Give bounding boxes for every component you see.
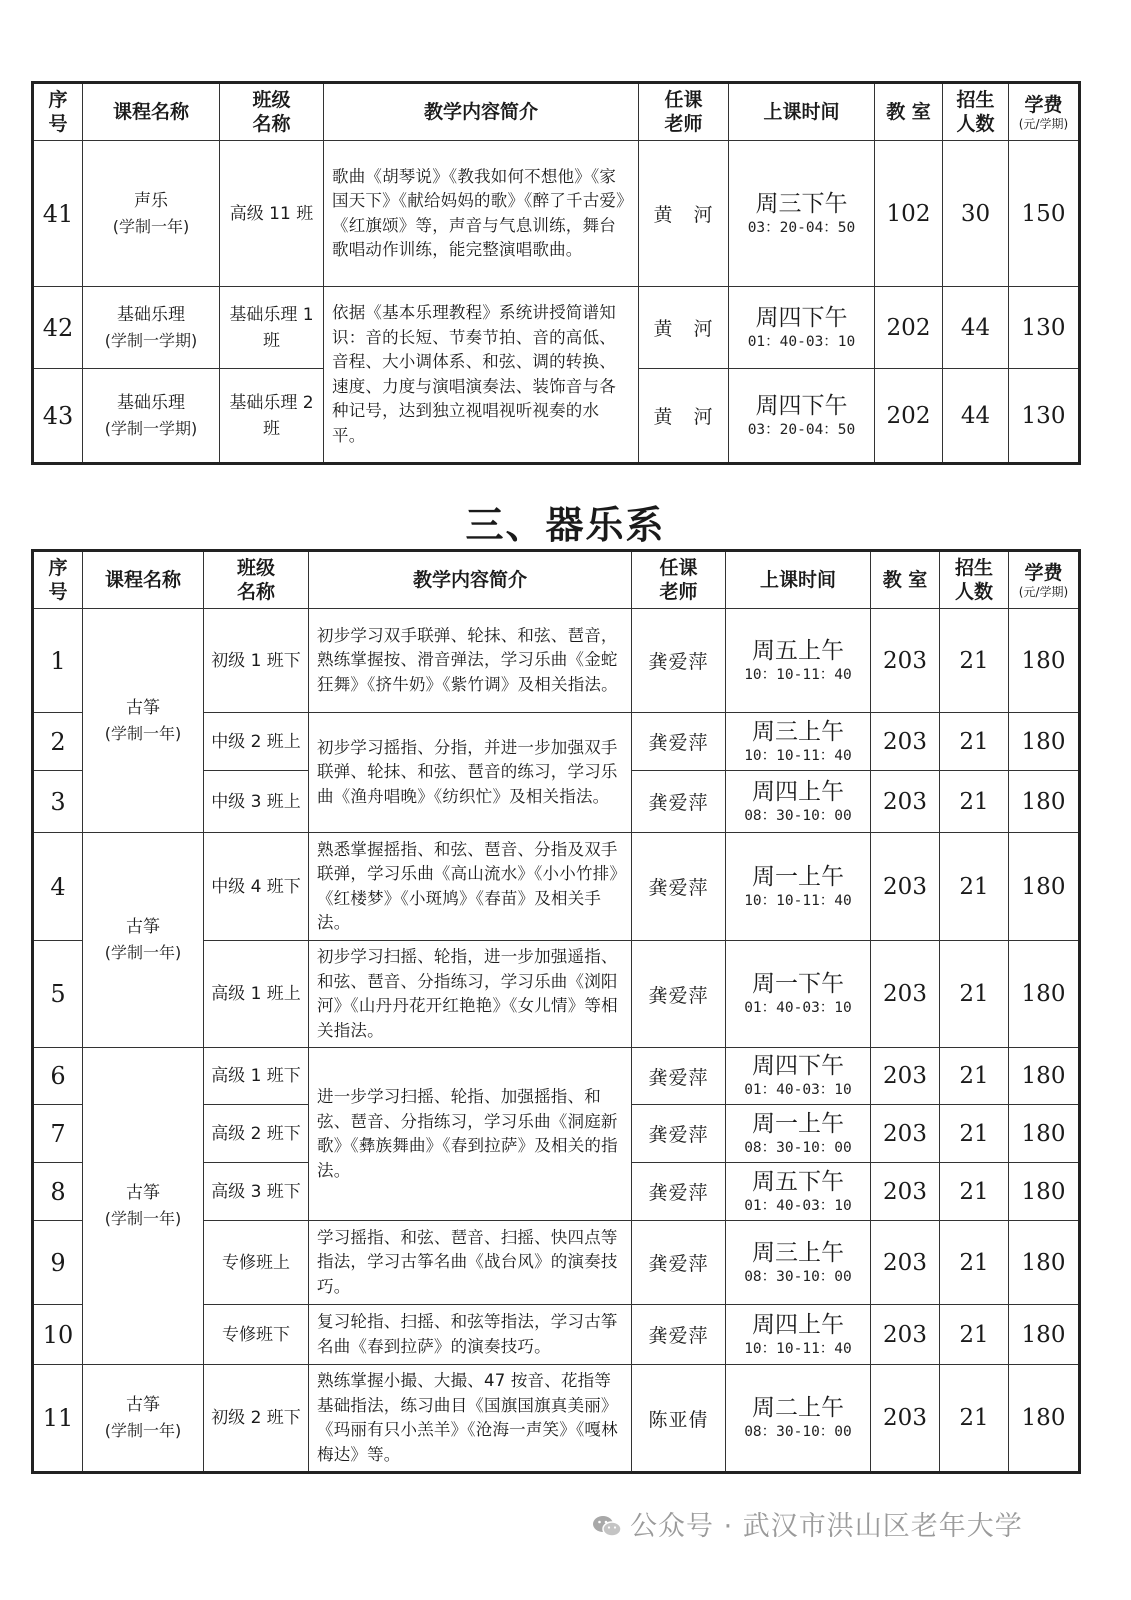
room-cell: 202 — [875, 287, 943, 369]
room-cell: 203 — [871, 1163, 940, 1221]
seq-cell: 43 — [33, 369, 83, 464]
teacher-cell: 龚爱萍 — [632, 1105, 726, 1163]
content-cell: 初步学习摇指、分指，并进一步加强双手联弹、轮抹、和弦、琶音的练习，学习乐曲《渔舟唱晚》《纺织忙》及相关指法。 — [309, 713, 632, 833]
teacher-cell: 龚爱萍 — [632, 609, 726, 713]
time-cell: 周三上午 08：30-10：00 — [726, 1221, 871, 1305]
teacher-cell: 龚爱萍 — [632, 1305, 726, 1365]
class-cell: 初级 1 班下 — [204, 609, 309, 713]
quota-cell: 21 — [940, 1105, 1009, 1163]
content-cell: 歌曲《胡琴说》《教我如何不想他》《家国天下》《献给妈妈的歌》《醉了千古爱》《红旗颂》等，声音与气息训练，舞台歌唱动作训练，能完整演唱歌曲。 — [324, 141, 639, 287]
quota-cell: 21 — [940, 1221, 1009, 1305]
room-cell: 203 — [871, 771, 940, 833]
content-cell: 熟悉掌握摇指、和弦、琶音、分指及双手联弹，学习乐曲《高山流水》《小小竹排》《红楼梦》《小斑鸠》《春苗》及相关手法。 — [309, 833, 632, 941]
room-cell: 203 — [871, 1048, 940, 1105]
class-cell: 中级 3 班上 — [204, 771, 309, 833]
header-course: 课程名称 — [83, 551, 204, 609]
room-cell: 203 — [871, 1105, 940, 1163]
watermark — [592, 1504, 1023, 1543]
fee-cell: 180 — [1009, 1365, 1080, 1473]
fee-cell: 180 — [1009, 1048, 1080, 1105]
content-cell: 复习轮指、扫摇、和弦等指法，学习古筝名曲《春到拉萨》的演奏技巧。 — [309, 1305, 632, 1365]
quota-cell: 21 — [940, 713, 1009, 771]
fee-cell: 180 — [1009, 771, 1080, 833]
class-cell: 中级 2 班上 — [204, 713, 309, 771]
quota-cell: 44 — [943, 369, 1009, 464]
fee-cell: 180 — [1009, 1221, 1080, 1305]
room-cell: 202 — [875, 369, 943, 464]
quota-cell: 21 — [940, 771, 1009, 833]
teacher-cell: 龚爱萍 — [632, 713, 726, 771]
teacher-cell: 龚爱萍 — [632, 1163, 726, 1221]
fee-cell: 180 — [1009, 941, 1080, 1048]
fee-cell: 130 — [1009, 287, 1080, 369]
teacher-cell: 龚爱萍 — [632, 833, 726, 941]
seq-cell: 4 — [33, 833, 83, 941]
quota-cell: 21 — [940, 609, 1009, 713]
header-seq: 序 号 — [33, 83, 83, 141]
seq-cell: 1 — [33, 609, 83, 713]
teacher-cell: 黄 河 — [639, 141, 729, 287]
seq-cell: 2 — [33, 713, 83, 771]
table-header-row — [33, 551, 1080, 609]
teacher-cell: 陈亚倩 — [632, 1365, 726, 1473]
table-row — [33, 141, 1080, 287]
header-fee: 学费 (元/学期) — [1009, 83, 1080, 141]
course-cell: 古筝 (学制一年) — [83, 1365, 204, 1473]
table-row — [33, 609, 1080, 713]
time-cell: 周三下午 03：20-04：50 — [729, 141, 875, 287]
time-cell: 周五下午 01：40-03：10 — [726, 1163, 871, 1221]
wechat-icon — [592, 1514, 622, 1538]
seq-cell: 10 — [33, 1305, 83, 1365]
header-seq: 序 号 — [33, 551, 83, 609]
header-time: 上课时间 — [726, 551, 871, 609]
watermark-text: 公众号 · 武汉市洪山区老年大学 — [630, 1511, 1023, 1542]
class-cell: 专修班下 — [204, 1305, 309, 1365]
time-cell: 周二上午 08：30-10：00 — [726, 1365, 871, 1473]
header-room: 教 室 — [875, 83, 943, 141]
time-cell: 周四下午 01：40-03：10 — [726, 1048, 871, 1105]
course-cell: 古筝 (学制一年) — [83, 1048, 204, 1365]
section-title: 三、器乐系 — [465, 502, 666, 547]
fee-cell: 180 — [1009, 833, 1080, 941]
room-cell: 203 — [871, 833, 940, 941]
header-time: 上课时间 — [729, 83, 875, 141]
course-cell: 古筝 (学制一年) — [83, 833, 204, 1048]
time-cell: 周一上午 10：10-11：40 — [726, 833, 871, 941]
header-room: 教 室 — [871, 551, 940, 609]
class-cell: 高级 11 班 — [220, 141, 324, 287]
content-cell: 学习摇指、和弦、琶音、扫摇、快四点等指法，学习古筝名曲《战台风》的演奏技巧。 — [309, 1221, 632, 1305]
seq-cell: 42 — [33, 287, 83, 369]
room-cell: 203 — [871, 941, 940, 1048]
room-cell: 203 — [871, 609, 940, 713]
course-cell: 声乐 (学制一年) — [83, 141, 220, 287]
table-row — [33, 1048, 1080, 1105]
quota-cell: 21 — [940, 1048, 1009, 1105]
room-cell: 203 — [871, 713, 940, 771]
quota-cell: 21 — [940, 941, 1009, 1048]
quota-cell: 21 — [940, 833, 1009, 941]
table-row — [33, 833, 1080, 941]
time-cell: 周四上午 10：10-11：40 — [726, 1305, 871, 1365]
room-cell: 203 — [871, 1365, 940, 1473]
teacher-cell: 龚爱萍 — [632, 1048, 726, 1105]
table-row — [33, 287, 1080, 369]
time-cell: 周一上午 08：30-10：00 — [726, 1105, 871, 1163]
header-class: 班级 名称 — [220, 83, 324, 141]
teacher-cell: 龚爱萍 — [632, 1221, 726, 1305]
header-quota: 招生 人数 — [943, 83, 1009, 141]
header-quota: 招生 人数 — [940, 551, 1009, 609]
header-fee: 学费 (元/学期) — [1009, 551, 1080, 609]
seq-cell: 8 — [33, 1163, 83, 1221]
quota-cell: 21 — [940, 1365, 1009, 1473]
header-class: 班级 名称 — [204, 551, 309, 609]
content-cell: 熟练掌握小撮、大撮、47 按音、花指等基础指法，练习曲目《国旗国旗真美丽》《玛丽有只小羔羊》《沧海一声笑》《嘎林梅达》等。 — [309, 1365, 632, 1473]
content-cell: 初步学习扫摇、轮指，进一步加强遥指、和弦、琶音、分指练习，学习乐曲《浏阳河》《山丹丹花开红艳艳》《女儿情》等相关指法。 — [309, 941, 632, 1048]
class-cell: 高级 1 班下 — [204, 1048, 309, 1105]
seq-cell: 7 — [33, 1105, 83, 1163]
fee-cell: 180 — [1009, 1105, 1080, 1163]
table-header-row — [33, 83, 1080, 141]
course-table-instrumental — [31, 549, 1081, 1474]
teacher-cell: 龚爱萍 — [632, 771, 726, 833]
course-cell: 古筝 (学制一年) — [83, 609, 204, 833]
time-cell: 周四下午 01：40-03：10 — [729, 287, 875, 369]
header-teacher: 任课 老师 — [639, 83, 729, 141]
room-cell: 203 — [871, 1221, 940, 1305]
fee-cell: 130 — [1009, 369, 1080, 464]
course-cell: 基础乐理 (学制一学期) — [83, 369, 220, 464]
content-cell: 初步学习双手联弹、轮抹、和弦、琶音，熟练掌握按、滑音弹法，学习乐曲《金蛇狂舞》《挤牛奶》《紫竹调》及相关指法。 — [309, 609, 632, 713]
content-cell: 依据《基本乐理教程》系统讲授简谱知识：音的长短、节奏节拍、音的高低、音程、大小调体系、和弦、调的转换、速度、力度与演唱演奏法、装饰音与各种记号，达到独立视唱视听视奏的水平。 — [324, 287, 639, 464]
class-cell: 高级 2 班下 — [204, 1105, 309, 1163]
seq-cell: 11 — [33, 1365, 83, 1473]
time-cell: 周四下午 03：20-04：50 — [729, 369, 875, 464]
course-cell: 基础乐理 (学制一学期) — [83, 287, 220, 369]
class-cell: 高级 1 班上 — [204, 941, 309, 1048]
seq-cell: 6 — [33, 1048, 83, 1105]
seq-cell: 41 — [33, 141, 83, 287]
time-cell: 周一下午 01：40-03：10 — [726, 941, 871, 1048]
fee-cell: 150 — [1009, 141, 1080, 287]
time-cell: 周三上午 10：10-11：40 — [726, 713, 871, 771]
fee-cell: 180 — [1009, 713, 1080, 771]
course-table-vocal — [31, 81, 1081, 465]
teacher-cell: 黄 河 — [639, 369, 729, 464]
header-content: 教学内容简介 — [324, 83, 639, 141]
header-teacher: 任课 老师 — [632, 551, 726, 609]
seq-cell: 3 — [33, 771, 83, 833]
time-cell: 周五上午 10：10-11：40 — [726, 609, 871, 713]
class-cell: 基础乐理 1 班 — [220, 287, 324, 369]
header-course: 课程名称 — [83, 83, 220, 141]
quota-cell: 21 — [940, 1305, 1009, 1365]
content-cell: 进一步学习扫摇、轮指、加强摇指、和弦、琶音、分指练习，学习乐曲《洞庭新歌》《彝族舞曲》《春到拉萨》及相关的指法。 — [309, 1048, 632, 1221]
header-content: 教学内容简介 — [309, 551, 632, 609]
class-cell: 基础乐理 2 班 — [220, 369, 324, 464]
teacher-cell: 黄 河 — [639, 287, 729, 369]
class-cell: 中级 4 班下 — [204, 833, 309, 941]
fee-cell: 180 — [1009, 1305, 1080, 1365]
fee-cell: 180 — [1009, 1163, 1080, 1221]
seq-cell: 5 — [33, 941, 83, 1048]
class-cell: 初级 2 班下 — [204, 1365, 309, 1473]
room-cell: 203 — [871, 1305, 940, 1365]
table-row — [33, 1365, 1080, 1473]
class-cell: 高级 3 班下 — [204, 1163, 309, 1221]
time-cell: 周四上午 08：30-10：00 — [726, 771, 871, 833]
quota-cell: 30 — [943, 141, 1009, 287]
teacher-cell: 龚爱萍 — [632, 941, 726, 1048]
quota-cell: 44 — [943, 287, 1009, 369]
room-cell: 102 — [875, 141, 943, 287]
fee-cell: 180 — [1009, 609, 1080, 713]
quota-cell: 21 — [940, 1163, 1009, 1221]
seq-cell: 9 — [33, 1221, 83, 1305]
class-cell: 专修班上 — [204, 1221, 309, 1305]
